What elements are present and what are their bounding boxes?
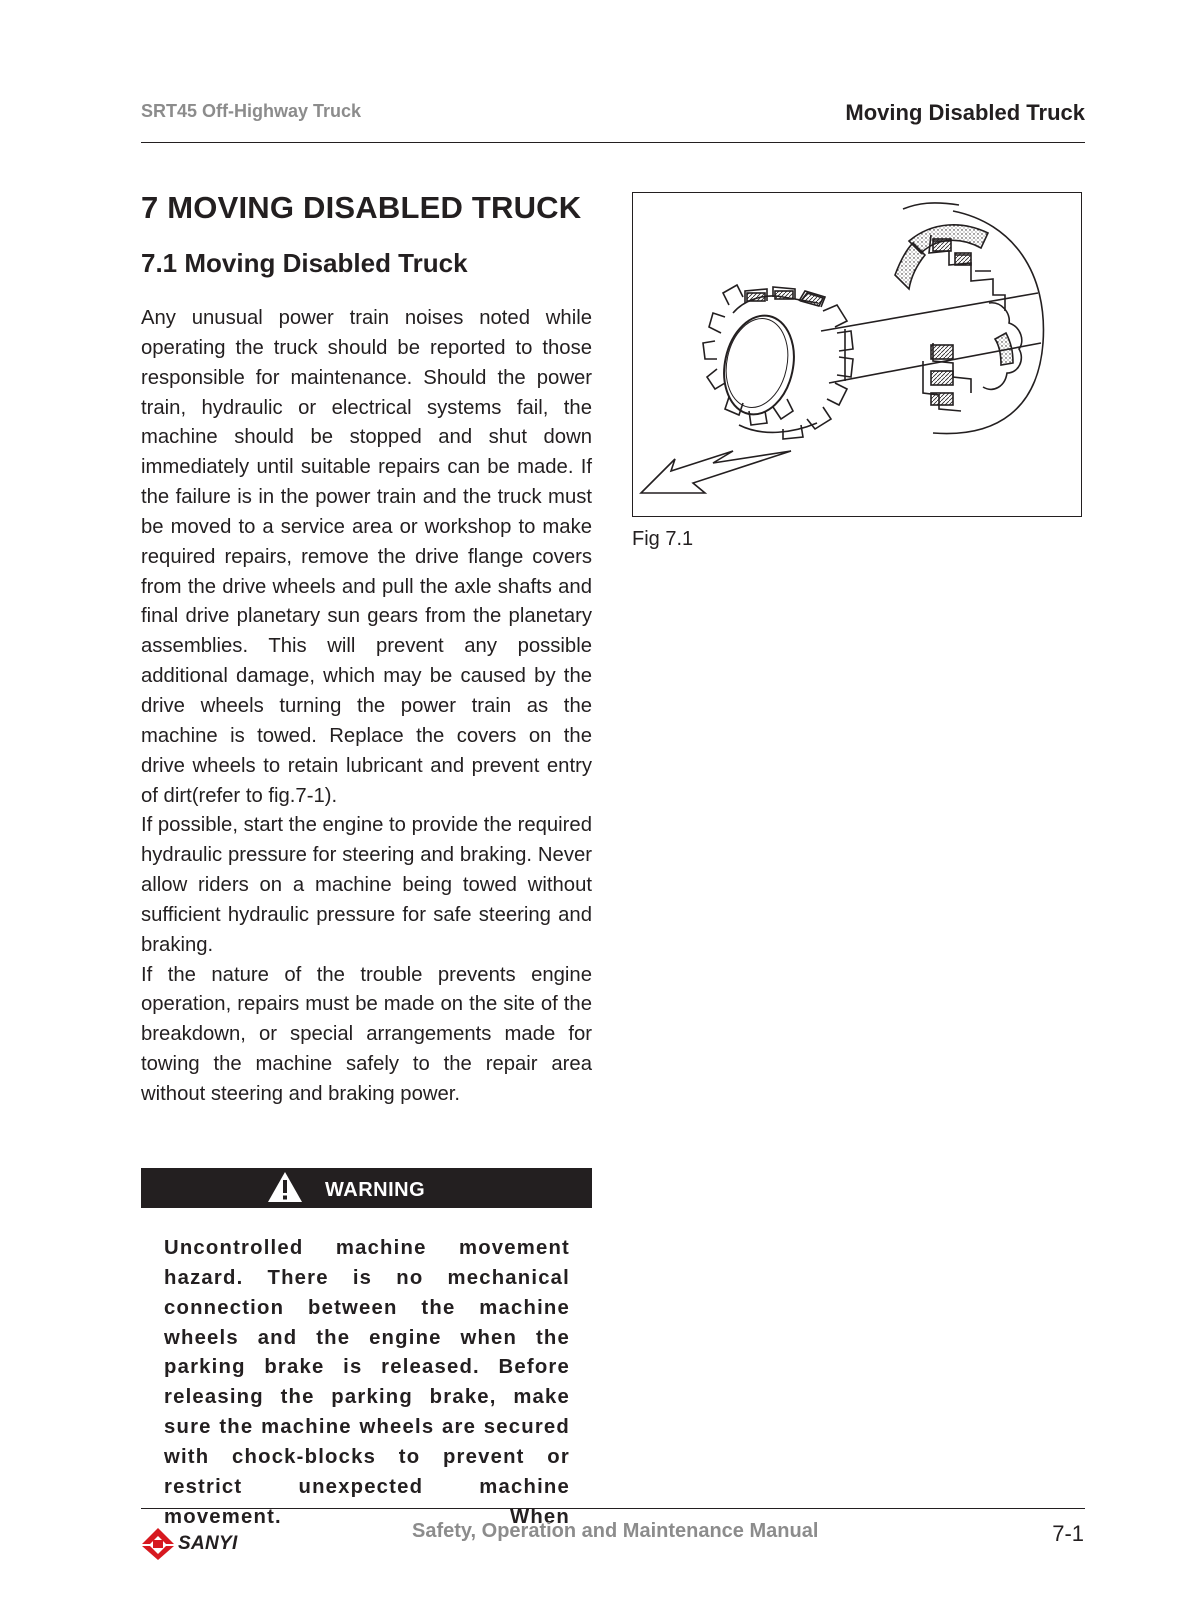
warning-triangle-icon [267,1171,303,1203]
figure-caption: Fig 7.1 [632,528,694,550]
paragraph-1: Any unusual power train noises noted while operating the truck should be reported to those responsible for maintenance. Should the power train, hydraulic or electrical systems fail, the machine should be stopped and shut down immediately until suitable repairs can be made. If the failure is in the power train and the truck must be moved to a service area or workshop to make required repairs, remove the drive flange covers from the drive wheels and pull the axle shafts and final drive planetary sun gears from the planetary assemblies. This will prevent any possible additional damage, which may be caused by the drive wheels turning the power train as the machine is towed. Replace the covers on the drive wheels to retain lubricant and prevent entry of dirt(refer to fig.7-1). [141,307,592,807]
header-section-name: Moving Disabled Truck [845,100,1085,125]
paragraph-3: If the nature of the trouble prevents engine operation, repairs must be made on the site of the breakdown, or special arrangements made for towing the machine safely to the repair area without steering and braking power. [141,963,592,1105]
warning-banner [141,1168,592,1208]
warning-label: WARNING [325,1179,426,1201]
warning-text: Uncontrolled machine movement hazard. There is no mechanical connection between the machine wheels and the engine when the parking brake is released. Before releasing the parking brake, make sure the machine wheels are secured with chock-blocks to prevent or restrict unexpected machine movement. When [164,1237,570,1528]
page-header [141,96,1085,143]
sanyi-logo [140,1526,250,1560]
axle-shaft-gear-illustration [633,193,1080,515]
figure-7-1 [632,192,1082,517]
main-text-column [141,186,592,1528]
header-product-name: SRT45 Off-Highway Truck [141,101,362,121]
page-number: 7-1 [1052,1521,1084,1546]
footer-manual-title: Safety, Operation and Maintenance Manual [412,1520,819,1542]
section-title: 7.1 Moving Disabled Truck [141,248,468,278]
body-text [141,304,592,1110]
logo-wordmark: SANYI [178,1533,238,1554]
sanyi-logo-icon [140,1526,176,1560]
footer-divider [141,1508,1085,1509]
chapter-title: 7 MOVING DISABLED TRUCK [141,190,582,225]
paragraph-2: If possible, start the engine to provide the required hydraulic pressure for steering and braking. Never allow riders on a machine being towed without sufficient hydraulic pressure for safe steering and braking. [141,814,592,956]
